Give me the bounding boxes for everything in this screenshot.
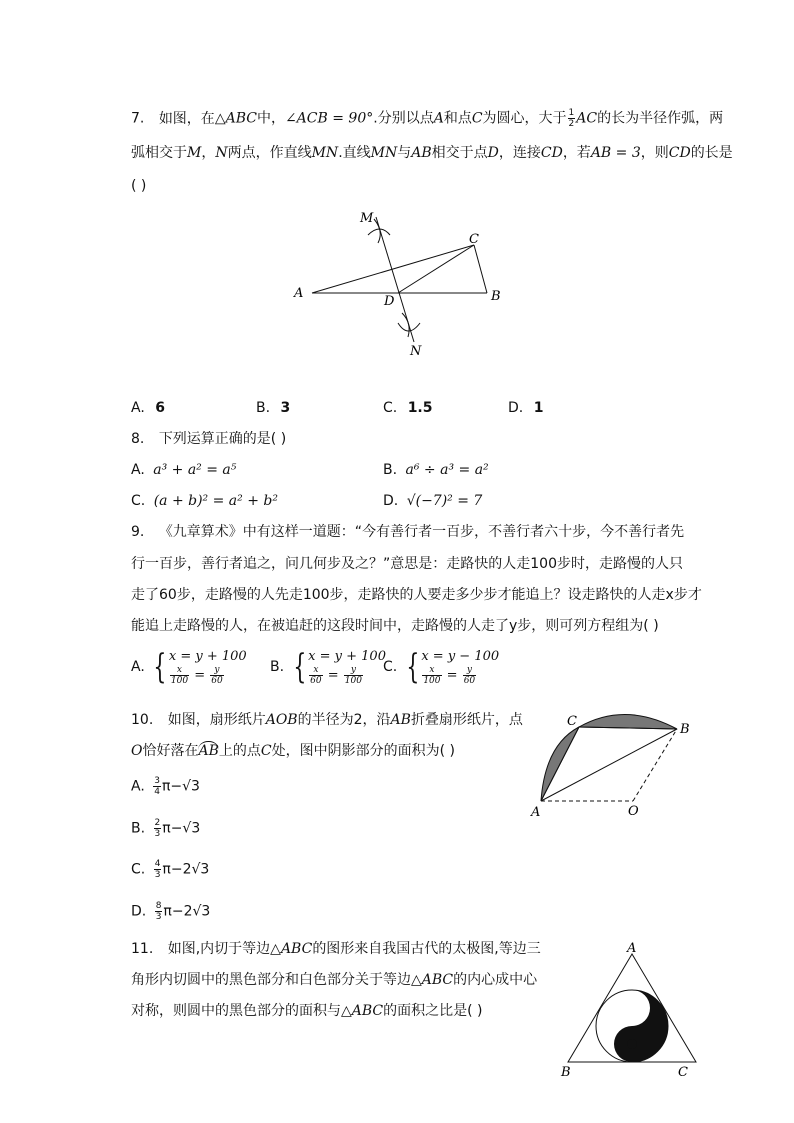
taiji-symbol bbox=[596, 990, 668, 1062]
q7-option-c[interactable]: C. 1.5 bbox=[383, 400, 433, 416]
arc-m bbox=[368, 229, 390, 235]
q11-line2: 角形内切圆中的黑色部分和白色部分关于等边△ABC的内心成中心 bbox=[131, 972, 538, 988]
q9-line1: 9. 《九章算术》中有这样一道题：“今有善行者一百步，不善行者六十步，今不善行者先 bbox=[131, 524, 685, 540]
label-b: B bbox=[491, 289, 501, 304]
q8-option-c[interactable]: C. (a + b)² = a² + b² bbox=[131, 493, 278, 509]
q7-option-a[interactable]: A. 6 bbox=[131, 400, 165, 416]
q9-option-b[interactable]: B. { x = y + 100 $\frac{x}{60}$ = $\frac{y}{100}$ bbox=[270, 647, 386, 687]
q8-stem: 8. 下列运算正确的是( ) bbox=[131, 431, 287, 447]
segment-ac bbox=[312, 245, 474, 293]
q10-figure bbox=[525, 705, 700, 820]
label-m: M bbox=[360, 211, 374, 226]
q10-line2: O恰好落在AB上的点C处，图中阴影部分的面积为( ) bbox=[131, 743, 455, 759]
arc-m2 bbox=[374, 219, 380, 243]
q9-line4: 能追上走路慢的人，在被追赶的这段时间中，走路慢的人走了y步，则可列方程组为( ) bbox=[131, 618, 659, 634]
q7-number: 7. bbox=[131, 110, 145, 127]
label-b: B bbox=[680, 722, 690, 737]
arc-ab-notation: AB bbox=[198, 743, 219, 759]
q8-number: 8. bbox=[131, 431, 145, 447]
q8-option-d[interactable]: D. √(−7)² = 7 bbox=[383, 493, 483, 509]
q8-option-b[interactable]: B. a⁶ ÷ a³ = a² bbox=[383, 462, 489, 478]
q11-line1: 11. 如图,内切于等边△ABC的图形来自我国古代的太极图,等边三 bbox=[131, 941, 541, 957]
q10-option-b[interactable]: B. $\frac{2}{3}$ π−√3 bbox=[131, 818, 201, 839]
q9-line3: 走了60步，走路慢的人先走100步，走路快的人要走多少步才能追上？设走路快的人走x步才 bbox=[131, 587, 702, 603]
q7-figure bbox=[290, 205, 520, 365]
q11-line3: 对称，则圆中的黑色部分的面积与△ABC的面积之比是( ) bbox=[131, 1003, 483, 1019]
segment-ob bbox=[633, 729, 677, 801]
q7-line1: 7. 如图，在△ABC中，∠ACB = 90°.分别以点A和点C为圆心，大于 $\frac{1}{2}$ AC的长为半径作弧，两 bbox=[131, 108, 724, 129]
half-fraction: $\frac{1}{2}$ bbox=[568, 108, 575, 129]
label-c: C bbox=[567, 714, 577, 729]
label-c: C bbox=[678, 1065, 688, 1080]
segment-cd bbox=[398, 245, 474, 293]
label-a: A bbox=[627, 941, 637, 956]
segment-ab bbox=[541, 729, 677, 801]
arc-n2 bbox=[402, 313, 409, 337]
q11-figure bbox=[556, 940, 701, 1080]
label-a: A bbox=[294, 286, 304, 301]
q7-line2: 弧相交于M，N两点，作直线MN.直线MN与AB相交于点D，连接CD，若AB = 3，则CD的长是 bbox=[131, 145, 733, 161]
q9-option-a[interactable]: A. { x = y + 100 $\frac{x}{100}$ = $\frac{y}{60}$ bbox=[131, 647, 247, 687]
label-n: N bbox=[410, 344, 422, 359]
label-a: A bbox=[531, 805, 541, 820]
label-o: O bbox=[628, 804, 639, 819]
q8-option-a[interactable]: A. a³ + a² = a⁵ bbox=[131, 462, 237, 478]
segment-cb bbox=[474, 245, 487, 293]
label-b: B bbox=[561, 1065, 571, 1080]
q10-option-d[interactable]: D. $\frac{8}{3}$ π−2√3 bbox=[131, 901, 211, 922]
q7-answer-paren: ( ) bbox=[131, 178, 147, 194]
q10-option-c[interactable]: C. $\frac{4}{3}$ π−2√3 bbox=[131, 859, 210, 880]
q10-option-a[interactable]: A. $\frac{3}{4}$ π−√3 bbox=[131, 776, 200, 797]
q10-line1: 10. 如图，扇形纸片AOB的半径为2，沿AB折叠扇形纸片，点 bbox=[131, 712, 523, 728]
q10-number: 10. bbox=[131, 712, 154, 728]
segment-ac bbox=[541, 727, 579, 801]
q11-number: 11. bbox=[131, 941, 154, 957]
label-d: D bbox=[384, 294, 395, 309]
q7-option-b[interactable]: B. 3 bbox=[256, 400, 291, 416]
q9-line2: 行一百步，善行者追之，问几何步及之？”意思是：走路快的人走100步时，走路慢的人只 bbox=[131, 556, 683, 572]
q7-option-d[interactable]: D. 1 bbox=[508, 400, 544, 416]
label-c: C bbox=[469, 232, 479, 247]
q9-number: 9. bbox=[131, 524, 145, 540]
q9-option-c[interactable]: C. { x = y − 100 $\frac{x}{100}$ = $\frac{y}{60}$ bbox=[383, 647, 500, 687]
